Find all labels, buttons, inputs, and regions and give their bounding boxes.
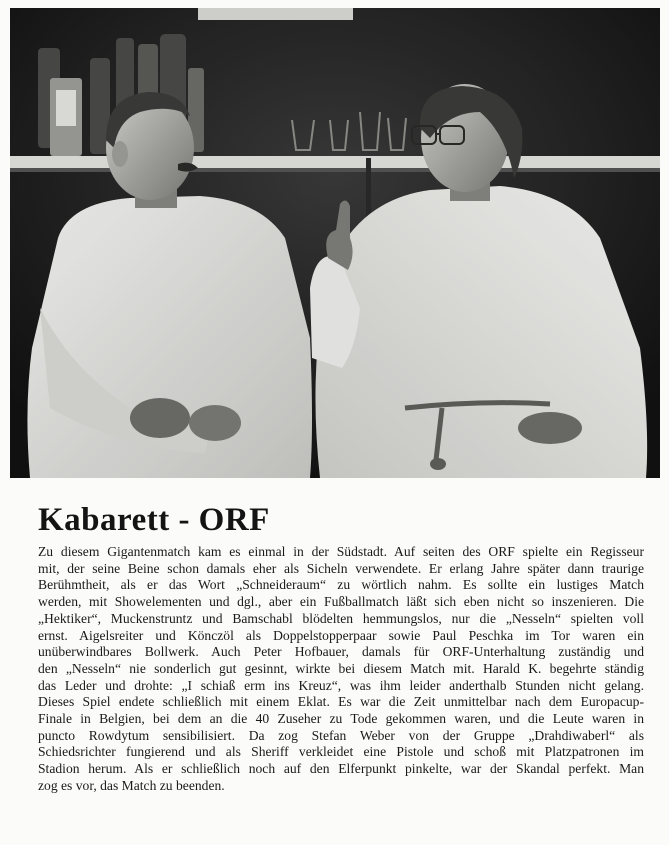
article-line: werden, mit Showelementen und dgl., aber ein Fußballmatch läßt sich eben nicht so inszenieren. Die [38,594,644,610]
black-and-white-photo [10,8,660,478]
article-line: ernst. Aigelsreiter und Könczöl als Doppelstopperpaar sowie Paul Peschka im Tor waren ein [38,627,644,643]
article-line: Schiedsrichter fungierend und als Sheriff verkleidet eine Pistole und schoß mit Platzpatronen im [38,744,644,760]
article-headline: Kabarett - ORF [38,502,270,538]
article-line: Finale in Belgien, bei dem an die 40 Zuseher zu Tode gekommen waren, und die Leute waren in [38,711,644,727]
article-line: das Leder und drohte: „I schiaß erm ins Kreuz“, was ihm leider anderthalb Stunden nicht gelang. [38,677,644,693]
article-line: mit, der seine Beine schon damals eher als Sicheln verwendete. Er erlang Jahre später dann traurige [38,560,644,576]
article-body [38,544,644,795]
article-line: Berühmtheit, als er das Wort „Schneideraum“ zu wörtlich nahm. Es sollte ein lustiges Match [38,577,644,593]
article-line: Dieses Spiel endete schließlich mit einem Eklat. Es war die Zeit unmittelbar nach dem Europacup- [38,694,644,710]
article-line: Zu diesem Gigantenmatch kam es einmal in der Südstadt. Auf seiten des ORF spielte ein Regisseur [38,544,644,559]
article-line: den „Nesseln“ nie sonderlich gut gesinnt, wirkte bei diesem Match mit. Harald K. begehrte ständig [38,660,644,676]
photo-illustration [10,8,660,478]
article-line: puncto Rowdytum sensibilisiert. Da zog Stefan Weber von der Gruppe „Drahdiwaberl“ als [38,727,644,743]
article-line: zog es vor, das Match zu beenden. [38,777,225,793]
article-line: „Hektiker“, Muckenstruntz und Bamschabl blödelten hemmungslos, nur die „Nesseln“ spielten voll [38,610,644,626]
article-line: Stadion herum. Als er schließlich noch auf den Elferpunkt pinkelte, war der Skandal perfekt. Man [38,761,644,777]
article-line: unüberwindbares Bollwerk. Auch Peter Hofbauer, damals für ORF-Unterhaltung zuständig und [38,644,644,660]
